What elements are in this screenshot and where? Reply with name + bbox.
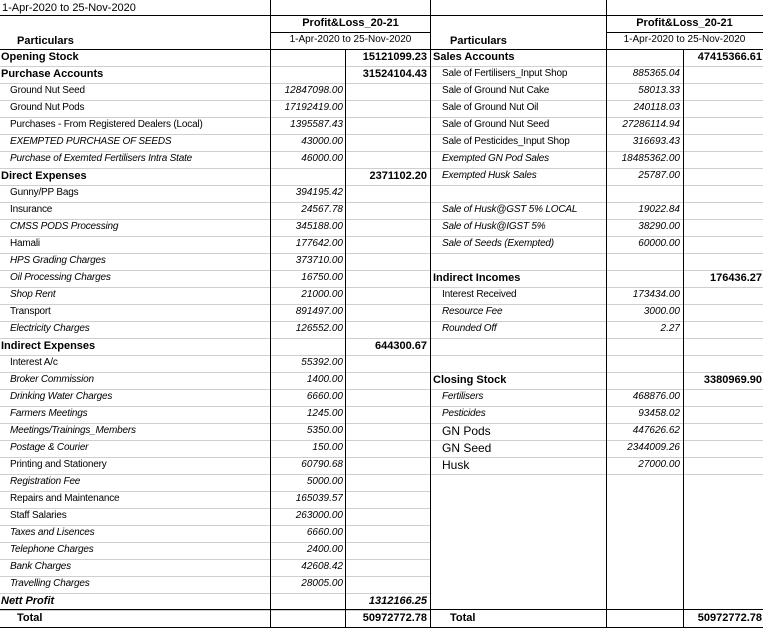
- row-label: Purchases - From Registered Dealers (Local): [10, 119, 203, 130]
- row-label: Sale of Fertilisers_Input Shop: [442, 68, 568, 79]
- row-amount: 240118.03: [633, 102, 680, 113]
- row-amount: 5000.00: [306, 476, 343, 487]
- row-amount: 150.00: [312, 442, 343, 453]
- row-label: Sale of Husk@IGST 5%: [442, 221, 546, 232]
- row-label: Interest Received: [442, 289, 517, 300]
- row-label: GN Seed: [442, 441, 492, 455]
- row-amount: 126552.00: [295, 323, 343, 334]
- row-label: Exempted GN Pod Sales: [442, 153, 549, 164]
- row-amount: 447626.62: [632, 425, 680, 436]
- row-amount: 177642.00: [295, 238, 343, 249]
- row-total: 31524104.43: [362, 68, 427, 80]
- row-label: Indirect Expenses: [1, 340, 96, 352]
- row-label: Travelling Charges: [10, 578, 90, 589]
- row-label: Resource Fee: [442, 306, 503, 317]
- row-label: Electricity Charges: [10, 323, 90, 334]
- right-period-underline: [606, 32, 763, 33]
- row-label: Sale of Ground Nut Seed: [442, 119, 550, 130]
- row-label: Sale of Ground Nut Cake: [442, 85, 550, 96]
- right-total-label: Total: [450, 612, 476, 624]
- row-label: Shop Rent: [10, 289, 56, 300]
- row-amount: 373710.00: [295, 255, 343, 266]
- row-label: Gunny/PP Bags: [10, 187, 79, 198]
- row-amount: 2.27: [660, 323, 680, 334]
- row-label: Telephone Charges: [10, 544, 94, 555]
- row-label: Registration Fee: [10, 476, 81, 487]
- row-amount: 60790.68: [301, 459, 343, 470]
- row-amount: 263000.00: [295, 510, 343, 521]
- col-line-3: [430, 0, 431, 628]
- row-label: Transport: [10, 306, 51, 317]
- row-amount: 6660.00: [306, 527, 343, 538]
- row-label: HPS Grading Charges: [10, 255, 106, 266]
- row-separator: [431, 185, 763, 186]
- row-amount: 19022.84: [638, 204, 680, 215]
- row-amount: 6660.00: [306, 391, 343, 402]
- row-label: EXEMPTED PURCHASE OF SEEDS: [10, 136, 172, 147]
- row-amount: 60000.00: [638, 238, 680, 249]
- row-label: Sales Accounts: [433, 51, 515, 63]
- row-amount: 1400.00: [306, 374, 343, 385]
- row-label: Taxes and Lisences: [10, 527, 95, 538]
- row-amount: 1395587.43: [290, 119, 343, 130]
- row-amount: 345188.00: [295, 221, 343, 232]
- left-period: 1-Apr-2020 to 25-Nov-2020: [289, 34, 412, 45]
- row-total: 15121099.23: [362, 51, 427, 63]
- row-amount: 38290.00: [638, 221, 680, 232]
- row-label: Indirect Incomes: [433, 272, 521, 284]
- row-separator: [431, 253, 763, 254]
- row-label: Sale of Seeds (Exempted): [442, 238, 554, 249]
- row-amount: 55392.00: [301, 357, 343, 368]
- report-period: 1-Apr-2020 to 25-Nov-2020: [2, 2, 136, 14]
- right-total-amount: 50972772.78: [697, 612, 762, 624]
- row-label: Broker Commission: [10, 374, 94, 385]
- row-amount: 17192419.00: [284, 102, 343, 113]
- row-amount: 2400.00: [306, 544, 343, 555]
- col-line-1: [270, 0, 271, 628]
- row-label: Interest A/c: [10, 357, 58, 368]
- row-amount: 18485362.00: [621, 153, 680, 164]
- left-total-label: Total: [17, 612, 43, 624]
- total-top-line: [0, 609, 763, 610]
- row-amount: 5350.00: [306, 425, 343, 436]
- row-label: Opening Stock: [1, 51, 79, 63]
- row-label: Staff Salaries: [10, 510, 67, 521]
- row-total: 3380969.90: [703, 374, 762, 386]
- col-line-4: [606, 0, 607, 628]
- row-label: Pesticides: [442, 408, 486, 419]
- total-bottom-line: [0, 627, 763, 628]
- row-total: 644300.67: [375, 340, 427, 352]
- row-amount: 46000.00: [301, 153, 343, 164]
- row-amount: 27000.00: [638, 459, 680, 470]
- row-label: Repairs and Maintenance: [10, 493, 120, 504]
- row-label: Oil Processing Charges: [10, 272, 111, 283]
- left-particulars-header: Particulars: [17, 35, 74, 47]
- row-label: Postage & Courier: [10, 442, 89, 453]
- row-amount: 394195.42: [295, 187, 343, 198]
- row-amount: 25787.00: [638, 170, 680, 181]
- row-amount: 28005.00: [301, 578, 343, 589]
- row-label: Insurance: [10, 204, 53, 215]
- row-amount: 3000.00: [643, 306, 680, 317]
- row-total: 176436.27: [710, 272, 762, 284]
- row-total: 1312166.25: [368, 595, 427, 607]
- row-label: Sale of Pesticides_Input Shop: [442, 136, 570, 147]
- header-bottom-line: [0, 49, 763, 50]
- row-amount: 58013.33: [638, 85, 680, 96]
- col-line-5: [683, 49, 684, 628]
- row-amount: 1245.00: [306, 408, 343, 419]
- row-amount: 165039.57: [295, 493, 343, 504]
- row-amount: 12847098.00: [284, 85, 343, 96]
- row-amount: 21000.00: [301, 289, 343, 300]
- row-label: Bank Charges: [10, 561, 71, 572]
- right-period: 1-Apr-2020 to 25-Nov-2020: [623, 34, 746, 45]
- header-top-line: [0, 15, 763, 16]
- right-particulars-header: Particulars: [450, 35, 507, 47]
- row-total: 47415366.61: [697, 51, 762, 63]
- right-company-title: Profit&Loss_20-21: [636, 17, 733, 29]
- row-label: Direct Expenses: [1, 170, 87, 182]
- row-label: Purchase of Exemted Fertilisers Intra State: [10, 153, 193, 164]
- left-total-amount: 50972772.78: [362, 612, 427, 624]
- left-company-title: Profit&Loss_20-21: [302, 17, 399, 29]
- row-label: Exempted Husk Sales: [442, 170, 537, 181]
- row-label: Rounded Off: [442, 323, 497, 334]
- row-separator: [431, 355, 763, 356]
- row-amount: 891497.00: [295, 306, 343, 317]
- row-label: Meetings/Trainings_Members: [10, 425, 136, 436]
- row-label: Sale of Ground Nut Oil: [442, 102, 539, 113]
- row-amount: 27286114.94: [622, 119, 680, 130]
- row-label: Hamali: [10, 238, 40, 249]
- row-label: Husk: [442, 458, 470, 472]
- row-amount: 43000.00: [301, 136, 343, 147]
- row-label: Farmers Meetings: [10, 408, 88, 419]
- row-amount: 468876.00: [632, 391, 680, 402]
- row-separator: [431, 474, 763, 475]
- col-line-2: [345, 49, 346, 628]
- row-label: GN Pods: [442, 424, 491, 438]
- row-amount: 24567.78: [301, 204, 343, 215]
- row-label: Nett Profit: [1, 595, 55, 607]
- row-amount: 2344009.26: [627, 442, 680, 453]
- row-separator: [431, 338, 763, 339]
- row-amount: 885365.04: [632, 68, 680, 79]
- row-amount: 93458.02: [638, 408, 680, 419]
- row-label: Ground Nut Pods: [10, 102, 85, 113]
- row-label: Drinking Water Charges: [10, 391, 113, 402]
- row-amount: 173434.00: [632, 289, 680, 300]
- row-label: Closing Stock: [433, 374, 507, 386]
- left-period-underline: [270, 32, 430, 33]
- row-amount: 316693.43: [632, 136, 680, 147]
- row-label: Sale of Husk@GST 5% LOCAL: [442, 204, 578, 215]
- row-label: Fertilisers: [442, 391, 484, 402]
- row-label: Purchase Accounts: [1, 68, 104, 80]
- row-amount: 42608.42: [301, 561, 343, 572]
- row-label: CMSS PODS Processing: [10, 221, 119, 232]
- row-label: Printing and Stationery: [10, 459, 107, 470]
- row-total: 2371102.20: [369, 170, 427, 182]
- row-label: Ground Nut Seed: [10, 85, 85, 96]
- row-amount: 16750.00: [301, 272, 343, 283]
